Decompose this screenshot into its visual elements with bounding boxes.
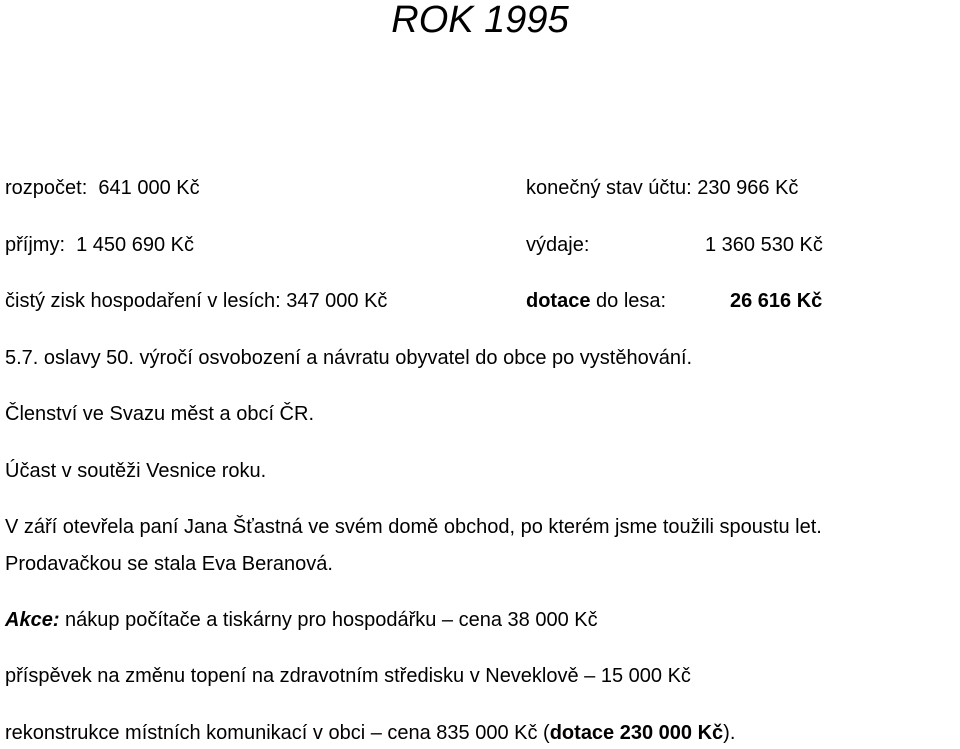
actions-label: Akce: <box>5 609 60 631</box>
expenses-value: 1 360 530 Kč <box>705 234 823 256</box>
action-roads-subsidy: dotace 230 000 Kč <box>549 722 724 744</box>
budget-row <box>5 175 200 201</box>
shop-text-line2: Prodavačkou se stala Eva Beranová. <box>5 553 333 575</box>
forest-subsidy-bold: dotace <box>526 290 591 312</box>
final-balance-value: 230 966 Kč <box>697 177 799 199</box>
final-balance-label: konečný stav účtu: <box>526 177 692 199</box>
action-computer-row <box>5 607 598 633</box>
action-roads-text: rekonstrukce místních komunikací v obci – cena 835 000 Kč ( <box>5 722 550 744</box>
budget-label: rozpočet: <box>5 177 88 199</box>
budget-value: 641 000 Kč <box>98 177 200 199</box>
action-heating: příspěvek na změnu topení na zdravotním středisku v Neveklově – 15 000 Kč <box>5 665 691 687</box>
forest-subsidy-value: 26 616 Kč <box>730 290 823 312</box>
final-balance-row <box>526 175 798 201</box>
page-title: ROK 1995 <box>391 0 569 41</box>
shop-text-line1: V září otevřela paní Jana Šťastná ve svém domě obchod, po kterém jsme toužili spoustu let. <box>5 516 822 538</box>
income-value: 1 450 690 Kč <box>76 234 194 256</box>
anniversary-text: 5.7. oslavy 50. výročí osvobození a návratu obyvatel do obce po vystěhování. <box>5 347 693 369</box>
income-row <box>5 232 194 258</box>
expenses-label: výdaje: <box>526 234 590 256</box>
forest-subsidy-row <box>526 288 666 314</box>
income-label: příjmy: <box>5 234 65 256</box>
membership-text: Členství ve Svazu měst a obcí ČR. <box>5 403 315 425</box>
forest-profit: čistý zisk hospodaření v lesích: 347 000 Kč <box>5 290 388 312</box>
competition-text: Účast v soutěži Vesnice roku. <box>5 460 267 482</box>
action-computer: nákup počítače a tiskárny pro hospodářku – cena 38 000 Kč <box>59 609 598 631</box>
forest-subsidy-label: do lesa: <box>590 290 667 312</box>
action-roads-end: ). <box>723 722 736 744</box>
action-roads-row <box>5 720 735 746</box>
